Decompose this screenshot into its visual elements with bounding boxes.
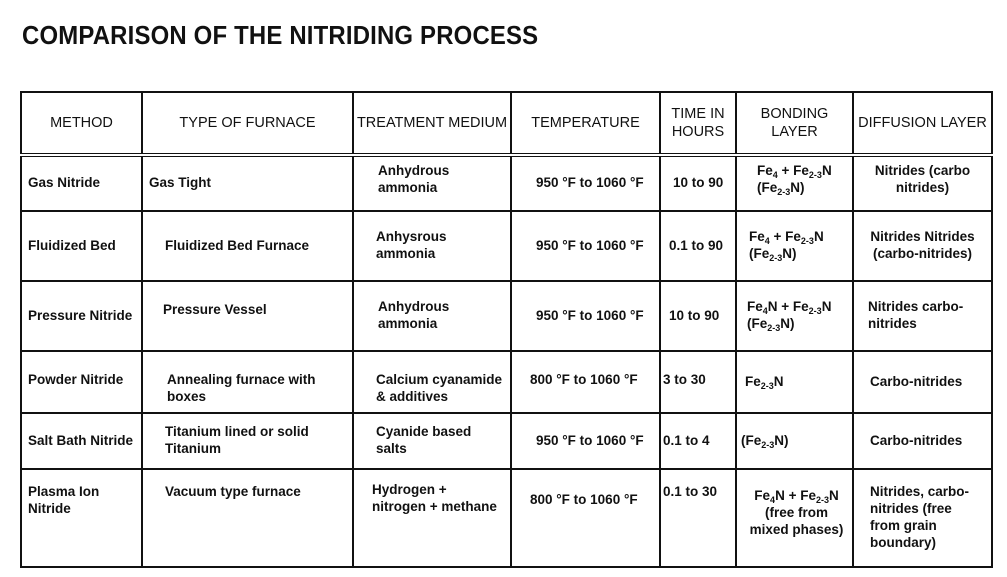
cell-diffusion: Carbo-nitrides [853,413,992,469]
cell-bonding: $Fe_4N + Fe_{2-3}N$ $(Fe_{2-3}N)$ [736,281,853,351]
cell-furnace: Gas Tight [142,155,353,211]
table-row [21,281,992,351]
table-row [21,413,992,469]
nitriding-comparison-table [20,91,993,568]
cell-temperature: 950 °F to 1060 °F [511,281,660,351]
cell-furnace: Vacuum type furnace [142,469,353,567]
cell-time: 3 to 30 [660,351,736,413]
header-row [21,92,992,155]
cell-medium: Anhydrous ammonia [353,155,511,211]
header-medium: TREATMENT MEDIUM [353,92,511,155]
cell-time: 0.1 to 90 [660,211,736,281]
cell-time: 0.1 to 30 [660,469,736,567]
cell-bonding: $Fe_{2-3}N$ [736,351,853,413]
cell-method: Pressure Nitride [21,281,142,351]
cell-diffusion: Carbo-nitrides [853,351,992,413]
cell-time: 0.1 to 4 [660,413,736,469]
cell-diffusion: Nitrides (carbo nitrides) [853,155,992,211]
table-row [21,155,992,211]
table-row [21,351,992,413]
cell-time: 10 to 90 [660,155,736,211]
cell-medium: Anhydrous ammonia [353,281,511,351]
cell-method: Gas Nitride [21,155,142,211]
cell-method: Powder Nitride [21,351,142,413]
cell-furnace: Annealing furnace with boxes [142,351,353,413]
cell-method: Plasma Ion Nitride [21,469,142,567]
cell-temperature: 950 °F to 1060 °F [511,211,660,281]
table-row [21,211,992,281]
cell-furnace: Titanium lined or solid Titanium [142,413,353,469]
cell-temperature: 800 °F to 1060 °F [511,351,660,413]
cell-furnace: Fluidized Bed Furnace [142,211,353,281]
header-diffusion: DIFFUSION LAYER [853,92,992,155]
cell-method: Fluidized Bed [21,211,142,281]
cell-bonding: $Fe_4N + Fe_{2-3}N$ (free from mixed phases) [736,469,853,567]
header-time: TIME IN HOURS [660,92,736,155]
page-title: COMPARISON OF THE NITRIDING PROCESS [22,20,539,50]
header-furnace: TYPE OF FURNACE [142,92,353,155]
cell-bonding: $(Fe_{2-3}N)$ [736,413,853,469]
cell-temperature: 950 °F to 1060 °F [511,155,660,211]
cell-bonding: $Fe_4 + Fe_{2-3}N$ $(Fe_{2-3}N)$ [736,211,853,281]
header-method: METHOD [21,92,142,155]
cell-temperature: 800 °F to 1060 °F [511,469,660,567]
cell-diffusion: Nitrides, carbo-nitrides (free from grain boundary) [853,469,992,567]
cell-medium: Cyanide based salts [353,413,511,469]
table-row [21,469,992,567]
cell-diffusion: Nitrides Nitrides (carbo-nitrides) [853,211,992,281]
cell-medium: Hydrogen + nitrogen + methane [353,469,511,567]
cell-temperature: 950 °F to 1060 °F [511,413,660,469]
header-temperature: TEMPERATURE [511,92,660,155]
cell-medium: Anhysrous ammonia [353,211,511,281]
cell-method: Salt Bath Nitride [21,413,142,469]
cell-diffusion: Nitrides carbo-nitrides [853,281,992,351]
cell-bonding: $Fe_4 + Fe_{2-3}N$ $(Fe_{2-3}N)$ [736,155,853,211]
cell-furnace: Pressure Vessel [142,281,353,351]
cell-medium: Calcium cyanamide & additives [353,351,511,413]
header-bonding: BONDING LAYER [736,92,853,155]
cell-time: 10 to 90 [660,281,736,351]
